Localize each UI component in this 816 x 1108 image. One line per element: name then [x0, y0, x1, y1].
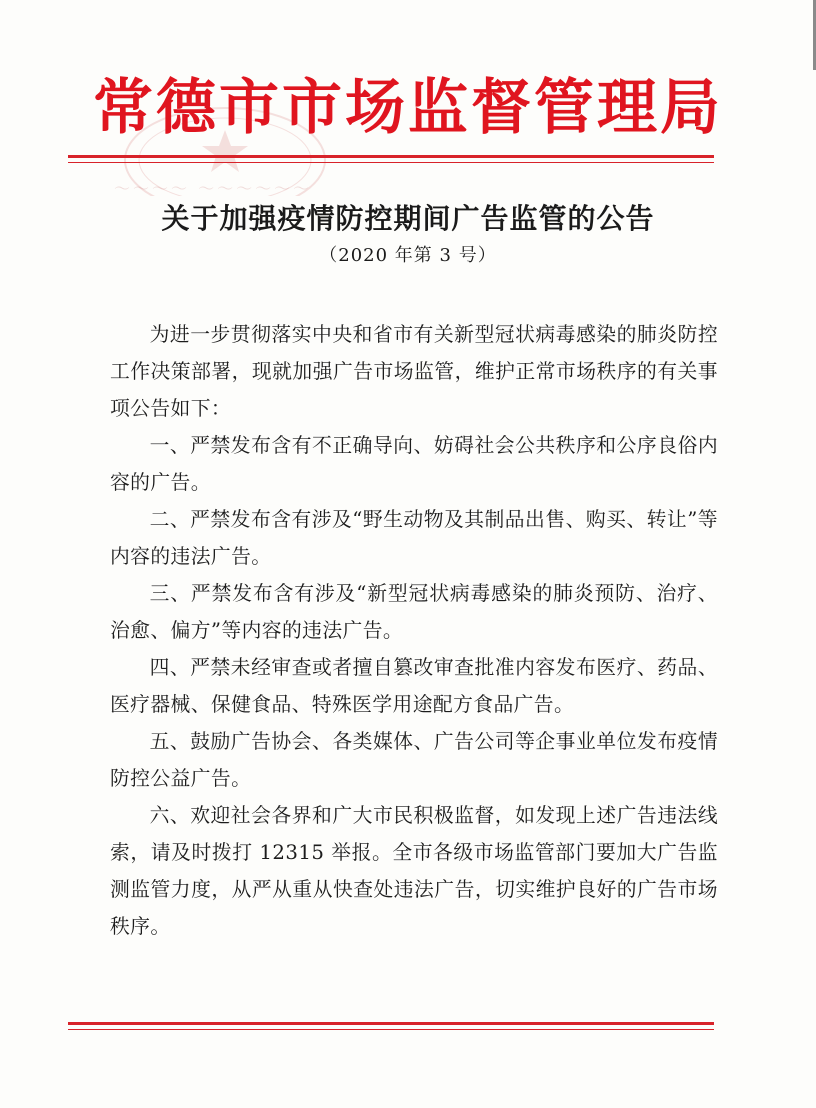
intro-paragraph: 为进一步贯彻落实中央和省市有关新型冠状病毒感染的肺炎防控工作决策部署，现就加强广告市场监管，维护正常市场秩序的有关事项公告如下：: [110, 323, 718, 420]
footer-red-rule-thin: [68, 1029, 714, 1030]
clause-paragraph-6: 六、欢迎社会各界和广大市民积极监督，如发现上述广告违法线索，请及时拨打 12315 举报。全市各级市场监管部门要加大广告监测监管力度，从严从重从快查处违法广告，切实维护良好的广告市场秩序。: [110, 804, 718, 938]
clause-paragraph-5: 五、鼓励广告协会、各类媒体、广告公司等企事业单位发布疫情防控公益广告。: [110, 730, 718, 790]
footer-red-rule: [68, 1022, 714, 1025]
clause-paragraph-2: 二、严禁发布含有涉及“野生动物及其制品出售、购买、转让”等内容的违法广告。: [110, 508, 718, 568]
clause-paragraph-1: 一、严禁发布含有不正确导向、妨碍社会公共秩序和公序良俗内容的广告。: [110, 434, 718, 494]
header-red-rule-thin: [68, 162, 714, 163]
notice-body: [110, 316, 718, 945]
notice-number: （2020 年第 3 号）: [319, 245, 497, 266]
clause-paragraph-4: 四、严禁未经审查或者擅自篡改审查批准内容发布医疗、药品、医疗器械、保健食品、特殊医学用途配方食品广告。: [110, 656, 718, 716]
bleed-through-text: ～～～～ ～～～～～～: [114, 179, 313, 198]
header-red-rule: [68, 155, 714, 158]
notice-title: 关于加强疫情防控期间广告监管的公告: [161, 202, 655, 235]
organization-header: 常德市市场监督管理局: [93, 73, 723, 143]
clause-paragraph-3: 三、严禁发布含有涉及“新型冠状病毒感染的肺炎预防、治疗、治愈、偏方”等内容的违法广告。: [110, 582, 718, 642]
